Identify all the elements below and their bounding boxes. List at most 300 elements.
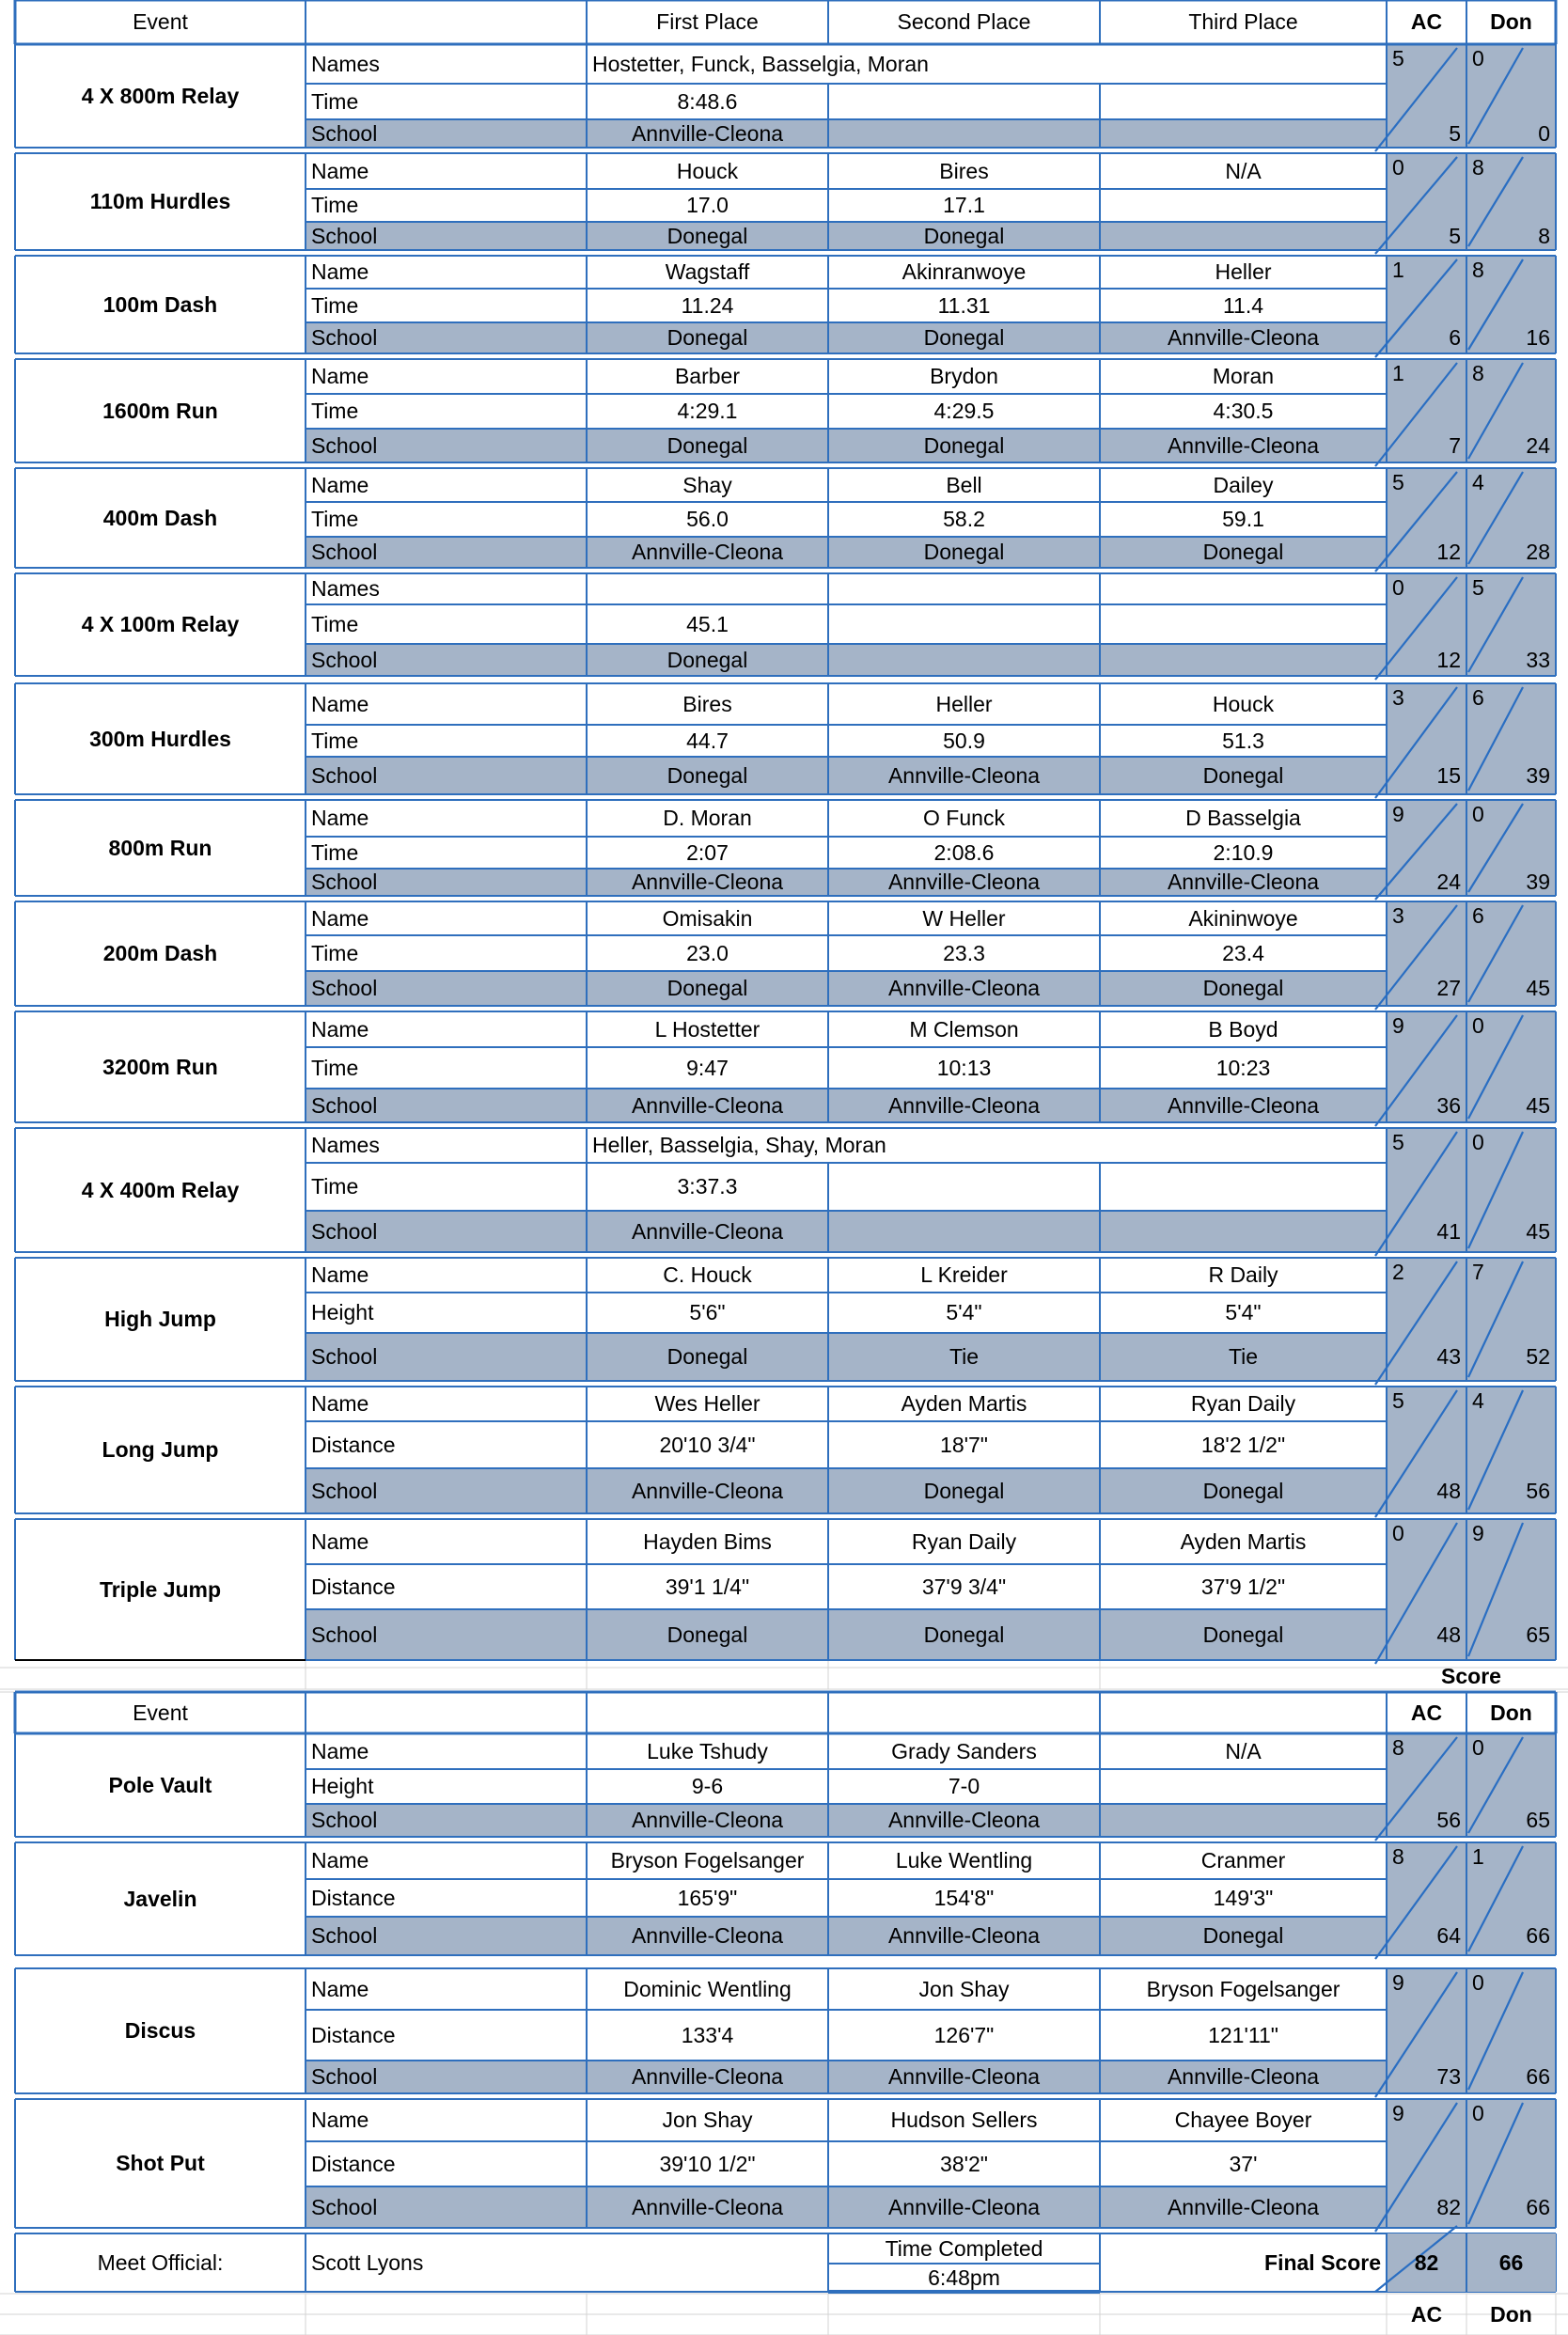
row-label: Time bbox=[311, 728, 359, 753]
first-place-value: Bryson Fogelsanger bbox=[610, 1848, 805, 1873]
row-label: School bbox=[311, 647, 378, 672]
row-label: Time bbox=[311, 1055, 359, 1080]
row-label: Time bbox=[311, 940, 359, 965]
final-score-label: Final Score bbox=[1264, 2249, 1381, 2275]
row-label: Time bbox=[311, 1174, 359, 1199]
second-place-value: Annville-Cleona bbox=[887, 1923, 1041, 1948]
row-label: Distance bbox=[311, 1432, 396, 1457]
row-label: School bbox=[311, 870, 378, 894]
header-event: Event bbox=[133, 1700, 188, 1725]
don-points: 0 bbox=[1472, 802, 1484, 826]
row-label: Distance bbox=[311, 2022, 396, 2047]
third-place-value: 37' bbox=[1229, 2151, 1258, 2176]
don-running-total: 16 bbox=[1526, 325, 1550, 350]
second-place-value: 2:08.6 bbox=[933, 839, 995, 865]
second-place-value bbox=[828, 644, 1100, 676]
third-place-value: Donegal bbox=[1202, 1478, 1284, 1503]
first-place-value: Donegal bbox=[666, 432, 748, 458]
event-name: 4 X 800m Relay bbox=[81, 83, 240, 108]
second-place-value: Annville-Cleona bbox=[887, 1092, 1041, 1118]
row-label: School bbox=[311, 223, 378, 248]
don-running-total: 66 bbox=[1526, 1923, 1550, 1948]
row-label: School bbox=[311, 120, 378, 146]
event-name: 4 X 100m Relay bbox=[81, 612, 240, 636]
third-place-value: Ryan Daily bbox=[1190, 1391, 1296, 1416]
don-running-total: 45 bbox=[1526, 976, 1550, 1000]
row-label: Height bbox=[311, 1774, 374, 1798]
second-place-value bbox=[828, 1163, 1100, 1211]
first-place-value: 39'10 1/2" bbox=[659, 2151, 756, 2176]
third-place-value: Ayden Martis bbox=[1180, 1528, 1307, 1554]
first-place-value: Annville-Cleona bbox=[631, 1923, 784, 1948]
don-points: 0 bbox=[1472, 2101, 1484, 2125]
third-place-value: 4:30.5 bbox=[1213, 399, 1274, 423]
second-place-value: 126'7" bbox=[933, 2022, 995, 2047]
third-place-value: Annville-Cleona bbox=[1167, 432, 1320, 458]
row-label: School bbox=[311, 976, 378, 1000]
don-points: 0 bbox=[1472, 1130, 1484, 1154]
first-place-value: Jon Shay bbox=[662, 2108, 753, 2132]
ac-running-total: 5 bbox=[1449, 223, 1461, 248]
first-place-value: Annville-Cleona bbox=[631, 120, 784, 146]
ac-points: 3 bbox=[1392, 903, 1404, 928]
third-place-value bbox=[1100, 1769, 1387, 1804]
ac-points: 9 bbox=[1392, 1013, 1404, 1038]
header-ac: AC bbox=[1410, 1700, 1443, 1725]
ac-running-total: 7 bbox=[1449, 432, 1461, 458]
don-running-total: 39 bbox=[1526, 762, 1550, 788]
don-running-total: 66 bbox=[1526, 2194, 1550, 2219]
ac-points: 0 bbox=[1392, 1521, 1404, 1545]
ac-running-total: 82 bbox=[1436, 2194, 1461, 2219]
second-place-value: 7-0 bbox=[948, 1774, 980, 1798]
event-name: Javelin bbox=[123, 1886, 197, 1911]
don-points: 1 bbox=[1472, 1844, 1484, 1869]
don-points: 0 bbox=[1472, 46, 1484, 71]
third-place-value: 51.3 bbox=[1222, 728, 1264, 753]
first-place-value: Shay bbox=[682, 472, 732, 497]
row-label: Name bbox=[311, 905, 369, 931]
don-points: 4 bbox=[1472, 470, 1484, 494]
don-points: 8 bbox=[1472, 155, 1484, 180]
second-place-value: Luke Wentling bbox=[895, 1848, 1033, 1873]
second-place-value: 50.9 bbox=[943, 728, 985, 753]
second-place-value: Donegal bbox=[923, 432, 1005, 458]
third-place-value: N/A bbox=[1225, 1738, 1262, 1763]
ac-points: 5 bbox=[1392, 470, 1404, 494]
first-place-value: Wes Heller bbox=[654, 1391, 760, 1416]
third-place-value: Tie bbox=[1228, 1344, 1259, 1369]
row-label: School bbox=[311, 2194, 378, 2219]
row-label: School bbox=[311, 762, 378, 788]
first-place-value: D. Moran bbox=[663, 806, 752, 830]
ac-running-total: 6 bbox=[1449, 325, 1461, 350]
third-place-value: 37'9 1/2" bbox=[1200, 1574, 1286, 1599]
don-points: 4 bbox=[1472, 1388, 1484, 1413]
third-place-value: Donegal bbox=[1202, 540, 1284, 564]
second-place-value bbox=[828, 573, 1100, 604]
footer-ac-label: AC bbox=[1410, 2301, 1443, 2327]
row-label: Time bbox=[311, 507, 359, 531]
row-label: School bbox=[311, 1923, 378, 1948]
second-place-value: L Kreider bbox=[920, 1262, 1008, 1287]
row-label: Names bbox=[311, 576, 380, 601]
row-label: Time bbox=[311, 193, 359, 217]
third-place-value: B Boyd bbox=[1208, 1016, 1278, 1042]
header-event: Event bbox=[133, 9, 188, 34]
first-place-value: Annville-Cleona bbox=[631, 1478, 784, 1503]
first-place-value: 39'1 1/4" bbox=[665, 1574, 750, 1599]
second-place-value: O Funck bbox=[923, 806, 1005, 830]
row-label: Distance bbox=[311, 2151, 396, 2176]
first-place-value: Annville-Cleona bbox=[631, 2194, 784, 2219]
first-place-value: 20'10 3/4" bbox=[659, 1432, 756, 1457]
second-place-value: Ryan Daily bbox=[911, 1528, 1017, 1554]
third-place-value bbox=[1100, 644, 1387, 676]
second-place-value: 5'4" bbox=[946, 1300, 982, 1324]
row-label: Name bbox=[311, 1262, 369, 1287]
don-points: 0 bbox=[1472, 1970, 1484, 1995]
footer-don-label: Don bbox=[1490, 2301, 1532, 2327]
row-label: School bbox=[311, 1344, 378, 1369]
event-name: 1600m Run bbox=[102, 398, 218, 423]
third-place-value: Annville-Cleona bbox=[1167, 2064, 1320, 2089]
don-running-total: 33 bbox=[1526, 647, 1550, 672]
third-place-value: Annville-Cleona bbox=[1167, 1092, 1320, 1118]
ac-running-total: 43 bbox=[1436, 1344, 1461, 1369]
ac-running-total: 73 bbox=[1436, 2064, 1461, 2089]
time-completed-value: 6:48pm bbox=[928, 2264, 1000, 2290]
header-ac: AC bbox=[1410, 9, 1443, 34]
second-place-value: Akinranwoye bbox=[902, 259, 1027, 284]
row-label: Name bbox=[311, 2108, 369, 2132]
second-place-value: Tie bbox=[949, 1344, 980, 1369]
first-place-value: Annville-Cleona bbox=[631, 1218, 784, 1244]
don-points: 5 bbox=[1472, 575, 1484, 600]
second-place-value bbox=[828, 84, 1100, 119]
second-place-value: Hudson Sellers bbox=[890, 2108, 1038, 2132]
first-place-value: 3:37.3 bbox=[677, 1174, 738, 1199]
third-place-value bbox=[1100, 1163, 1387, 1211]
second-place-value: 58.2 bbox=[943, 507, 985, 531]
ac-points: 0 bbox=[1392, 155, 1404, 180]
second-place-value: Grady Sanders bbox=[891, 1738, 1037, 1763]
meet-official-label: Meet Official: bbox=[97, 2249, 224, 2275]
time-completed-label: Time Completed bbox=[885, 2235, 1043, 2261]
second-place-value: Jon Shay bbox=[918, 1976, 1010, 2001]
don-points: 8 bbox=[1472, 258, 1484, 282]
second-place-value: Annville-Cleona bbox=[887, 976, 1041, 1000]
third-place-value: 149'3" bbox=[1213, 1885, 1274, 1910]
second-place-value: Annville-Cleona bbox=[887, 2194, 1041, 2219]
don-running-total: 0 bbox=[1538, 120, 1550, 146]
event-name: Triple Jump bbox=[99, 1576, 222, 1602]
row-label: Name bbox=[311, 1848, 369, 1873]
second-place-value: 23.3 bbox=[943, 940, 985, 965]
row-label: School bbox=[311, 540, 378, 564]
row-label: Names bbox=[311, 1133, 380, 1157]
third-place-value: Donegal bbox=[1202, 762, 1284, 788]
don-points: 8 bbox=[1472, 361, 1484, 385]
first-place-value: Donegal bbox=[666, 325, 748, 350]
third-place-value bbox=[1100, 1211, 1387, 1252]
row-label: Name bbox=[311, 364, 369, 388]
first-place-value: 8:48.6 bbox=[677, 88, 738, 114]
ac-running-total: 27 bbox=[1436, 976, 1461, 1000]
event-name: 3200m Run bbox=[102, 1054, 218, 1079]
score-header: Score bbox=[1441, 1663, 1501, 1688]
first-place-value: 9-6 bbox=[691, 1774, 724, 1798]
third-place-value bbox=[1100, 222, 1387, 250]
ac-points: 8 bbox=[1392, 1735, 1404, 1760]
third-place-value: Donegal bbox=[1202, 1923, 1284, 1948]
first-place-value: C. Houck bbox=[663, 1262, 752, 1287]
second-place-value: 38'2" bbox=[940, 2151, 988, 2176]
first-place-value: Donegal bbox=[666, 762, 748, 788]
third-place-value: 59.1 bbox=[1222, 507, 1264, 531]
third-place-value bbox=[1100, 573, 1387, 604]
ac-running-total: 36 bbox=[1436, 1092, 1461, 1118]
second-place-value: Annville-Cleona bbox=[887, 870, 1041, 894]
second-place-value: Heller bbox=[935, 691, 993, 716]
row-label: Name bbox=[311, 259, 369, 284]
header-first-place: First Place bbox=[656, 9, 759, 34]
header-second-place: Second Place bbox=[897, 9, 1031, 34]
first-place-value: 17.0 bbox=[686, 193, 729, 217]
second-place-value: Bell bbox=[946, 472, 982, 497]
ac-running-total: 12 bbox=[1436, 540, 1461, 564]
ac-running-total: 48 bbox=[1436, 1622, 1461, 1647]
second-place-value bbox=[828, 119, 1100, 148]
second-place-value: Annville-Cleona bbox=[887, 762, 1041, 788]
second-place-value: Donegal bbox=[923, 1622, 1005, 1647]
ac-points: 9 bbox=[1392, 1970, 1404, 1995]
first-place-value: Houck bbox=[676, 158, 739, 183]
row-label: Time bbox=[311, 88, 359, 114]
third-place-value: Dailey bbox=[1213, 472, 1274, 497]
second-place-value: Donegal bbox=[923, 1478, 1005, 1503]
ac-running-total: 41 bbox=[1436, 1218, 1461, 1244]
don-running-total: 65 bbox=[1526, 1808, 1550, 1832]
second-place-value: Annville-Cleona bbox=[887, 2064, 1041, 2089]
first-place-value: Annville-Cleona bbox=[631, 1092, 784, 1118]
third-place-value: Annville-Cleona bbox=[1167, 325, 1320, 350]
ac-running-total: 15 bbox=[1436, 762, 1461, 788]
row-label: Height bbox=[311, 1300, 374, 1324]
third-place-value: Moran bbox=[1212, 364, 1275, 388]
event-name: 300m Hurdles bbox=[89, 726, 231, 751]
second-place-value: 17.1 bbox=[943, 193, 985, 217]
first-place-value: 4:29.1 bbox=[677, 399, 738, 423]
second-place-value: Annville-Cleona bbox=[887, 1808, 1041, 1832]
row-label: School bbox=[311, 1092, 378, 1118]
third-place-value: 18'2 1/2" bbox=[1200, 1432, 1286, 1457]
ac-points: 3 bbox=[1392, 685, 1404, 710]
header-don: Don bbox=[1490, 1700, 1532, 1725]
row-label: School bbox=[311, 2064, 378, 2089]
third-place-value: Annville-Cleona bbox=[1167, 2194, 1320, 2219]
final-score-don: 66 bbox=[1498, 2249, 1524, 2275]
ac-points: 1 bbox=[1392, 258, 1404, 282]
third-place-value bbox=[1100, 84, 1387, 119]
don-points: 6 bbox=[1472, 903, 1484, 928]
row-label: Name bbox=[311, 1976, 369, 2001]
first-place-value: 165'9" bbox=[677, 1885, 738, 1910]
row-label: Name bbox=[311, 1738, 369, 1763]
first-place-value: 2:07 bbox=[686, 839, 729, 865]
don-points: 9 bbox=[1472, 1521, 1484, 1545]
don-points: 0 bbox=[1472, 1013, 1484, 1038]
event-name: Discus bbox=[124, 2018, 196, 2043]
second-place-value: Brydon bbox=[930, 364, 998, 388]
third-place-value bbox=[1100, 189, 1387, 222]
row-label: Time bbox=[311, 399, 359, 423]
don-points: 0 bbox=[1472, 1735, 1484, 1760]
row-label: Distance bbox=[311, 1885, 396, 1910]
first-place-value: 9:47 bbox=[686, 1055, 729, 1080]
final-score-ac: 82 bbox=[1414, 2249, 1439, 2275]
row-label: Name bbox=[311, 472, 369, 497]
third-place-value: Cranmer bbox=[1200, 1848, 1286, 1873]
first-place-value: Hayden Bims bbox=[643, 1528, 772, 1554]
header-don: Don bbox=[1490, 9, 1532, 34]
second-place-value: Donegal bbox=[923, 540, 1005, 564]
first-place-value: Donegal bbox=[666, 647, 748, 672]
don-running-total: 45 bbox=[1526, 1218, 1550, 1244]
row-label: School bbox=[311, 325, 378, 350]
row-label: School bbox=[311, 1622, 378, 1647]
row-label: Name bbox=[311, 1016, 369, 1042]
row-label: Names bbox=[311, 51, 380, 76]
second-place-value: Donegal bbox=[923, 325, 1005, 350]
ac-points: 5 bbox=[1392, 1130, 1404, 1154]
second-place-value: Ayden Martis bbox=[901, 1391, 1027, 1416]
header-third-place: Third Place bbox=[1188, 9, 1298, 34]
first-place-value: Dominic Wentling bbox=[623, 1976, 792, 2001]
ac-points: 1 bbox=[1392, 361, 1404, 385]
ac-points: 9 bbox=[1392, 2101, 1404, 2125]
row-label: Name bbox=[311, 691, 369, 716]
third-place-value: 23.4 bbox=[1222, 940, 1264, 965]
ac-running-total: 64 bbox=[1436, 1923, 1461, 1948]
third-place-value bbox=[1100, 1804, 1387, 1837]
row-label: Name bbox=[311, 158, 369, 183]
ac-running-total: 12 bbox=[1436, 647, 1461, 672]
row-label: Name bbox=[311, 1391, 369, 1416]
third-place-value: Akininwoye bbox=[1188, 905, 1298, 931]
don-running-total: 52 bbox=[1526, 1344, 1550, 1369]
row-label: Time bbox=[311, 611, 359, 636]
ac-points: 9 bbox=[1392, 802, 1404, 826]
ac-running-total: 56 bbox=[1436, 1808, 1461, 1832]
third-place-value: 10:23 bbox=[1215, 1055, 1271, 1080]
third-place-value: 121'11" bbox=[1208, 2022, 1278, 2047]
third-place-value bbox=[1100, 604, 1387, 644]
third-place-value: Donegal bbox=[1202, 976, 1284, 1000]
first-place-value: Omisakin bbox=[662, 905, 753, 931]
event-name: Long Jump bbox=[102, 1437, 219, 1462]
first-place-value: Wagstaff bbox=[665, 259, 750, 284]
don-running-total: 66 bbox=[1526, 2064, 1550, 2089]
third-place-value: 11.4 bbox=[1222, 292, 1264, 318]
row-label: Distance bbox=[311, 1574, 396, 1599]
relay-names: Heller, Basselgia, Shay, Moran bbox=[592, 1133, 886, 1157]
don-running-total: 28 bbox=[1526, 540, 1550, 564]
third-place-value: Donegal bbox=[1202, 1622, 1284, 1647]
don-points: 6 bbox=[1472, 685, 1484, 710]
second-place-value: 11.31 bbox=[937, 292, 991, 318]
event-name: High Jump bbox=[104, 1307, 216, 1331]
second-place-value bbox=[828, 1211, 1100, 1252]
third-place-value: R Daily bbox=[1208, 1262, 1278, 1287]
third-place-value bbox=[1100, 119, 1387, 148]
ac-points: 2 bbox=[1392, 1260, 1404, 1284]
row-label: Time bbox=[311, 839, 359, 865]
ac-points: 0 bbox=[1392, 575, 1404, 600]
ac-points: 5 bbox=[1392, 46, 1404, 71]
third-place-value: 5'4" bbox=[1225, 1300, 1262, 1324]
ac-running-total: 48 bbox=[1436, 1478, 1461, 1503]
event-name: 110m Hurdles bbox=[89, 189, 231, 213]
second-place-value: 4:29.5 bbox=[933, 399, 995, 423]
event-name: 4 X 400m Relay bbox=[81, 1177, 240, 1202]
ac-points: 5 bbox=[1392, 1388, 1404, 1413]
row-label: School bbox=[311, 1218, 378, 1244]
ac-running-total: 24 bbox=[1436, 870, 1461, 894]
first-place-value: Luke Tshudy bbox=[647, 1738, 768, 1763]
third-place-value: Houck bbox=[1212, 691, 1275, 716]
second-place-value: 10:13 bbox=[936, 1055, 992, 1080]
row-label: School bbox=[311, 1808, 378, 1832]
first-place-value bbox=[587, 573, 828, 604]
row-label: School bbox=[311, 432, 378, 458]
first-place-value: 11.24 bbox=[681, 292, 734, 318]
second-place-value: 154'8" bbox=[933, 1885, 995, 1910]
don-running-total: 56 bbox=[1526, 1478, 1550, 1503]
second-place-value: Donegal bbox=[923, 223, 1005, 248]
first-place-value: Donegal bbox=[666, 223, 748, 248]
don-running-total: 24 bbox=[1526, 432, 1550, 458]
first-place-value: Bires bbox=[682, 691, 732, 716]
second-place-value: W Heller bbox=[922, 905, 1006, 931]
first-place-value: 44.7 bbox=[686, 728, 729, 753]
event-name: 800m Run bbox=[108, 835, 212, 860]
third-place-value: Annville-Cleona bbox=[1167, 870, 1320, 894]
event-name: 200m Dash bbox=[102, 941, 218, 965]
first-place-value: 5'6" bbox=[689, 1300, 726, 1324]
first-place-value: L Hostetter bbox=[654, 1016, 760, 1042]
don-running-total: 45 bbox=[1526, 1092, 1550, 1118]
third-place-value: N/A bbox=[1225, 158, 1262, 183]
first-place-value: 133'4 bbox=[681, 2022, 734, 2047]
don-points: 7 bbox=[1472, 1260, 1484, 1284]
row-label: Name bbox=[311, 806, 369, 830]
ac-points: 8 bbox=[1392, 1844, 1404, 1869]
first-place-value: Annville-Cleona bbox=[631, 540, 784, 564]
event-name: Pole Vault bbox=[108, 1772, 212, 1797]
second-place-value bbox=[828, 604, 1100, 644]
first-place-value: Donegal bbox=[666, 976, 748, 1000]
second-place-value: 18'7" bbox=[940, 1432, 988, 1457]
first-place-value: 23.0 bbox=[686, 940, 729, 965]
third-place-value: Bryson Fogelsanger bbox=[1146, 1976, 1341, 2001]
row-label: Time bbox=[311, 292, 359, 318]
don-running-total: 65 bbox=[1526, 1622, 1550, 1647]
third-place-value: Chayee Boyer bbox=[1174, 2108, 1312, 2132]
third-place-value: 2:10.9 bbox=[1213, 839, 1274, 865]
first-place-value: 45.1 bbox=[686, 611, 729, 636]
event-name: 400m Dash bbox=[102, 505, 218, 530]
